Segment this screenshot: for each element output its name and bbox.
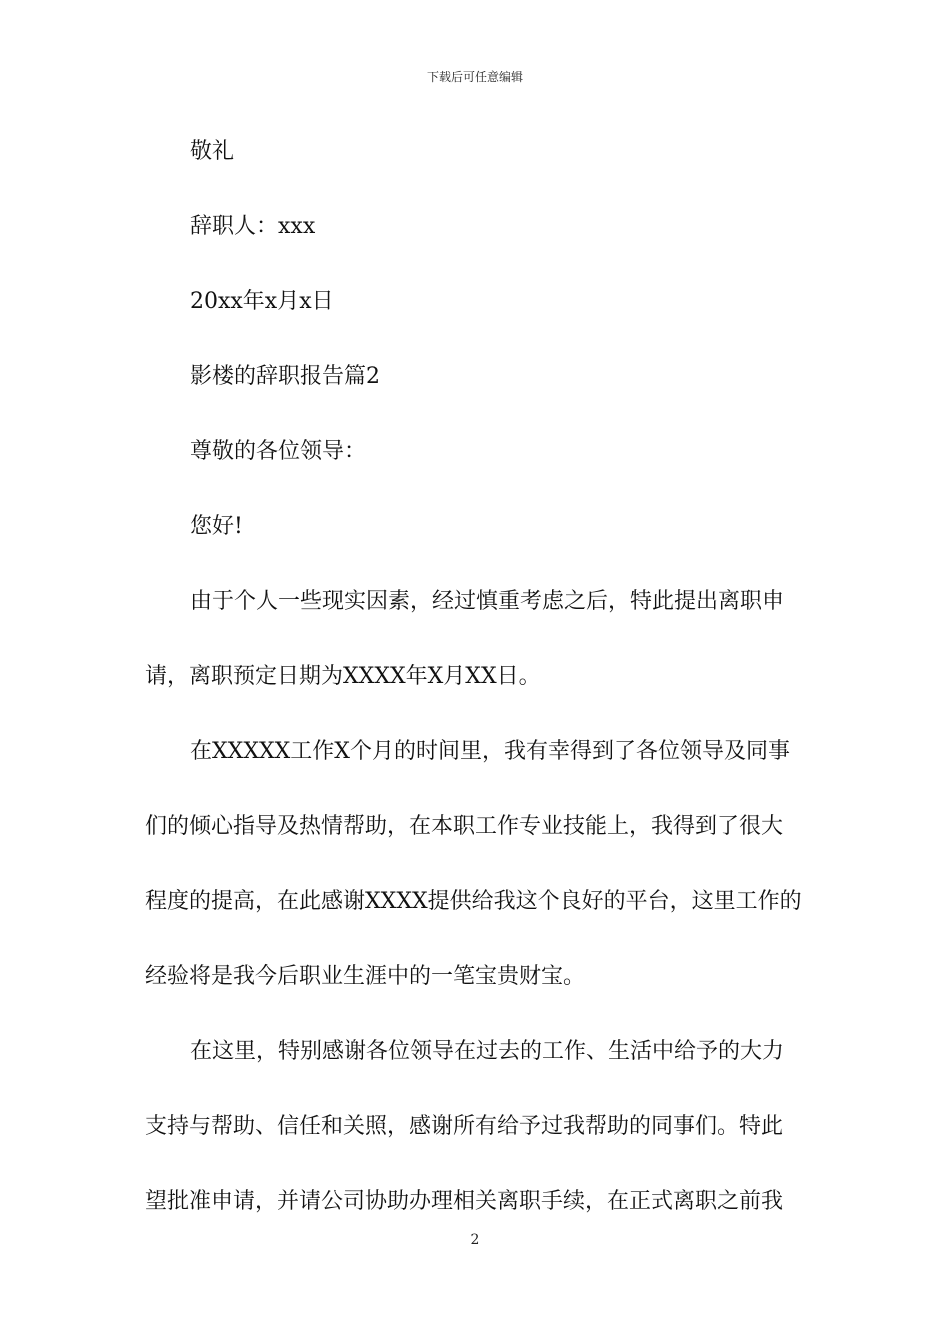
addressee-line: 尊敬的各位领导： — [190, 439, 367, 464]
paragraph-line: 程度的提高，在此感谢XXXX提供给我这个良好的平台，这里工作的 — [145, 889, 802, 914]
page-header-note: 下载后可任意编辑 — [426, 70, 523, 84]
resignee-line: 辞职人：xxx — [190, 214, 316, 239]
paragraph-line: 由于个人一些现实因素，经过慎重考虑之后，特此提出离职申 — [190, 589, 785, 614]
date-line: 20xx年x月x日 — [190, 289, 334, 314]
section-title: 影楼的辞职报告篇2 — [190, 364, 380, 389]
paragraph-line: 望批准申请，并请公司协助办理相关离职手续，在正式离职之前我 — [145, 1189, 784, 1214]
greeting-line: 您好! — [190, 514, 243, 539]
paragraph-line: 在这里，特别感谢各位领导在过去的工作、生活中给予的大力 — [190, 1039, 785, 1064]
page-number: 2 — [470, 1232, 480, 1248]
paragraph-line: 们的倾心指导及热情帮助，在本职工作专业技能上，我得到了很大 — [145, 814, 784, 839]
closing-salutation: 敬礼 — [190, 139, 235, 164]
paragraph-line: 支持与帮助、信任和关照，感谢所有给予过我帮助的同事们。特此 — [145, 1114, 784, 1139]
paragraph-line: 在XXXXX工作X个月的时间里，我有幸得到了各位领导及同事 — [190, 739, 790, 764]
paragraph-line: 请，离职预定日期为XXXX年X月XX日。 — [145, 664, 541, 689]
paragraph-line: 经验将是我今后职业生涯中的一笔宝贵财宝。 — [145, 964, 586, 989]
